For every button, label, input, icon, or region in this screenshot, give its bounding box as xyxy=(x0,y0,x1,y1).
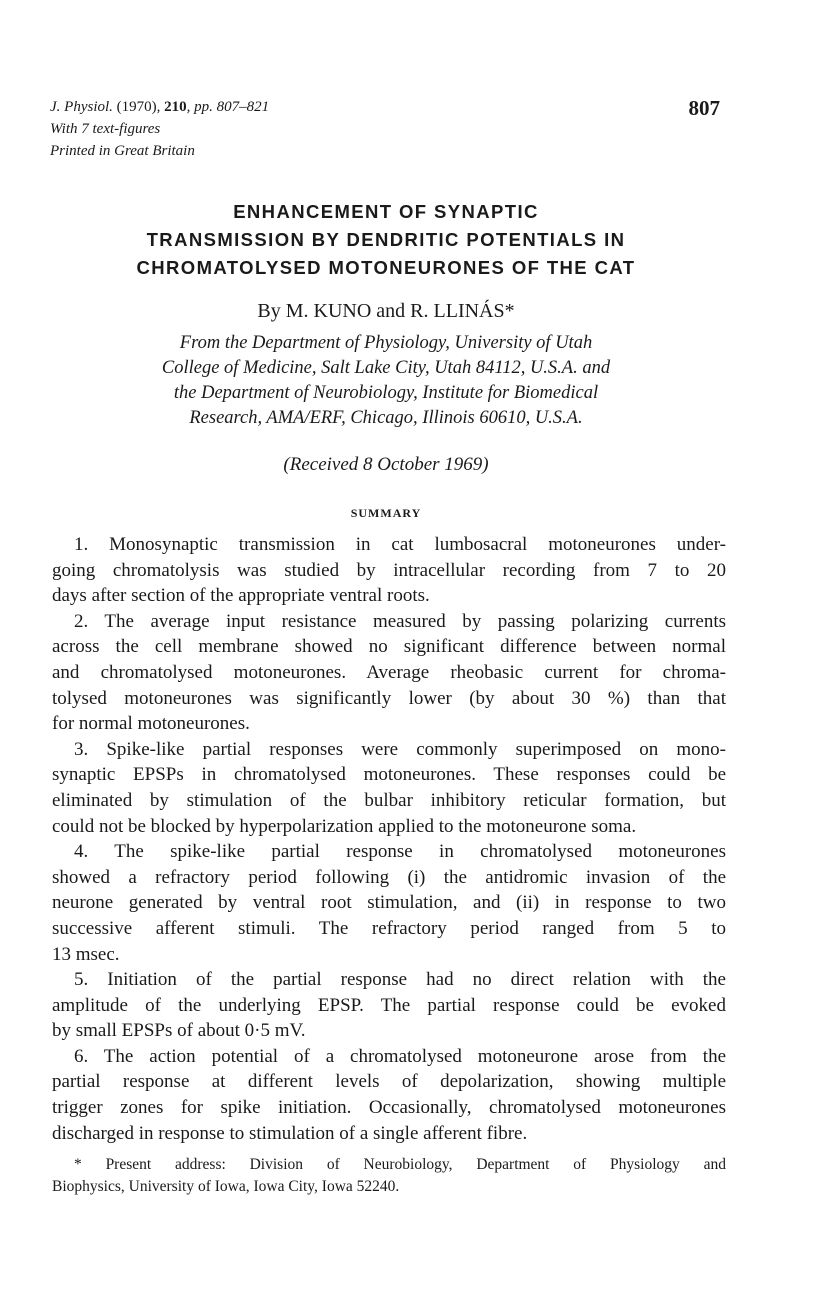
summary-line: partial response at different levels of depolarization, showing multiple xyxy=(52,1071,726,1093)
footnote-line: Biophysics, University of Iowa, Iowa City, Iowa 52240. xyxy=(52,1178,400,1195)
summary-line: tolysed motoneurones was significantly lower (by about 30 %) than that xyxy=(52,687,726,709)
summary-paragraph xyxy=(52,839,726,967)
summary-line: 2. The average input resistance measured by passing polarizing currents xyxy=(74,610,726,632)
summary-paragraph xyxy=(52,1044,726,1146)
summary-line: 4. The spike-like partial response in chromatolysed motoneurones xyxy=(74,841,726,863)
journal-header xyxy=(50,96,269,162)
summary-line: 3. Spike-like partial responses were commonly superimposed on mono- xyxy=(74,738,726,760)
authors: By M. KUNO and R. LLINÁS* xyxy=(257,300,515,322)
footnote-line: * Present address: Division of Neurobiology, Department of Physiology and xyxy=(74,1156,726,1173)
figures-note: With 7 text-figures xyxy=(50,121,161,137)
title-line: CHROMATOLYSED MOTONEURONES OF THE CAT xyxy=(136,257,636,278)
journal-pages: , pp. 807–821 xyxy=(186,99,270,115)
affiliation-line: Research, AMA/ERF, Chicago, Illinois 60610, U.S.A. xyxy=(189,408,583,428)
received-date: (Received 8 October 1969) xyxy=(283,454,489,475)
summary-line: and chromatolysed motoneurones. Average rheobasic current for chroma- xyxy=(52,661,726,683)
summary-line: neurone generated by ventral root stimulation, and (ii) in response to two xyxy=(52,892,726,914)
summary-line: 1. Monosynaptic transmission in cat lumbosacral motoneurones under- xyxy=(74,534,726,555)
summary-line: 6. The action potential of a chromatolysed motoneurone arose from the xyxy=(74,1045,726,1067)
title-line: ENHANCEMENT OF SYNAPTIC xyxy=(233,201,539,222)
summary-line: going chromatolysis was studied by intracellular recording from 7 to 20 xyxy=(52,559,726,581)
summary-line: could not be blocked by hyperpolarization applied to the motoneurone soma. xyxy=(52,815,637,837)
article-title xyxy=(50,198,722,282)
page-number: 807 xyxy=(688,96,720,120)
summary-line: amplitude of the underlying EPSP. The partial response could be evoked xyxy=(52,994,726,1016)
summary-paragraph xyxy=(52,609,726,737)
summary-line: days after section of the appropriate ventral roots. xyxy=(52,585,430,607)
summary-line: by small EPSPs of about 0·5 mV. xyxy=(52,1020,306,1042)
summary-body xyxy=(52,532,726,1146)
affiliation-line: From the Department of Physiology, University of Utah xyxy=(179,333,593,353)
affiliation-line: the Department of Neurobiology, Institute for Biomedical xyxy=(173,383,599,403)
summary-line: eliminated by stimulation of the bulbar inhibitory reticular formation, but xyxy=(52,789,726,811)
summary-line: across the cell membrane showed no significant difference between normal xyxy=(52,636,726,658)
summary-heading: SUMMARY xyxy=(350,506,422,520)
printed-note: Printed in Great Britain xyxy=(50,143,195,159)
summary-line: 5. Initiation of the partial response had no direct relation with the xyxy=(74,969,726,991)
affiliation xyxy=(50,331,722,431)
summary-line: trigger zones for spike initiation. Occasionally, chromatolysed motoneurones xyxy=(52,1097,726,1119)
journal-year: (1970), xyxy=(112,99,165,115)
title-line: TRANSMISSION BY DENDRITIC POTENTIALS IN xyxy=(146,229,626,250)
summary-line: showed a refractory period following (i) the antidromic invasion of the xyxy=(52,866,726,888)
journal-citation xyxy=(50,96,269,118)
summary-line: 13 msec. xyxy=(52,943,120,965)
affiliation-line: College of Medicine, Salt Lake City, Utah 84112, U.S.A. and xyxy=(161,358,611,378)
summary-paragraph xyxy=(52,532,726,609)
footnote xyxy=(52,1154,726,1198)
summary-paragraph xyxy=(52,737,726,839)
summary-line: for normal motoneurones. xyxy=(52,713,250,735)
summary-line: successive afferent stimuli. The refractory period ranged from 5 to xyxy=(52,917,726,939)
journal-volume: 210 xyxy=(164,99,187,115)
summary-line: discharged in response to stimulation of a single afferent fibre. xyxy=(52,1122,528,1144)
journal-name: J. Physiol. xyxy=(50,99,113,115)
summary-paragraph xyxy=(52,967,726,1044)
summary-line: synaptic EPSPs in chromatolysed motoneurones. These responses could be xyxy=(52,764,726,786)
